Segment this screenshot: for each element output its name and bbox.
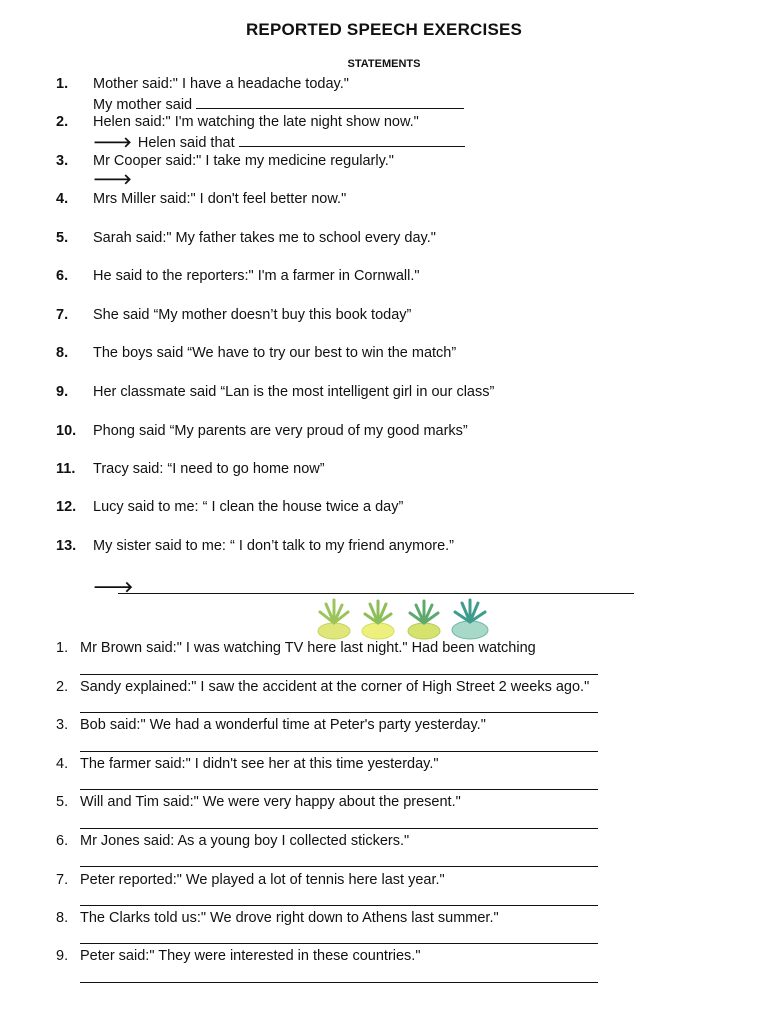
item-number: 1. [56,640,69,656]
item-number: 9. [56,948,69,964]
item-number: 3. [56,153,69,169]
item-text: Peter said:" They were interested in these countries." [80,948,421,964]
item-text: Mother said:" I have a headache today." [93,76,349,92]
item-number: 11. [56,461,76,477]
arrow-right-icon: 🡒 [93,172,132,188]
blank-line[interactable] [239,133,465,147]
item-number: 6. [56,833,69,849]
item-number: 4. [56,756,69,772]
item-text: Mr Cooper said:" I take my medicine regularly." [93,153,394,169]
blank-line[interactable] [80,674,598,675]
item-text: Lucy said to me: “ I clean the house twice a day” [93,499,404,515]
item-text: The boys said “We have to try our best to win the match” [93,345,457,361]
plant-1-icon [318,600,350,639]
item-text: Her classmate said “Lan is the most intelligent girl in our class” [93,384,495,400]
pineapple-plants-icon [312,598,498,640]
blank-line[interactable] [80,789,598,790]
item-text: He said to the reporters:" I'm a farmer in Cornwall." [93,268,420,284]
item-number: 7. [56,872,69,888]
item-text: Tracy said: “I need to go home now” [93,461,325,477]
page-title: REPORTED SPEECH EXERCISES [245,20,523,39]
blank-line[interactable] [196,95,464,109]
item-text: Peter reported:" We played a lot of tennis here last year." [80,872,445,888]
arrow-right-icon: 🡒 [93,579,134,596]
item-text: Will and Tim said:" We were very happy about the present." [80,794,461,810]
blank-line[interactable] [80,828,598,829]
answer-line-3[interactable] [93,171,138,188]
answer-line-1[interactable] [93,95,464,113]
item-text: Mrs Miller said:" I don't feel better now." [93,191,347,207]
blank-line[interactable] [80,866,598,867]
arrow-right-icon: 🡒 [93,135,132,151]
item-number: 10. [56,423,77,439]
answer-line-2[interactable] [93,133,465,151]
item-text: Phong said “My parents are very proud of my good marks” [93,423,468,439]
item-text: She said “My mother doesn’t buy this book today” [93,307,412,323]
item-number: 9. [56,384,69,400]
plant-3-icon [408,601,440,639]
blank-line[interactable] [80,982,598,983]
answer-prefix: Helen said that [137,135,235,151]
item-number: 2. [56,114,69,130]
item-text: Mr Brown said:" I was watching TV here last night." Had been watching [80,640,536,656]
answer-prefix: My mother said [93,97,193,113]
item-number: 5. [56,794,69,810]
item-text: Bob said:" We had a wonderful time at Peter's party yesterday." [80,717,486,733]
blank-line[interactable] [80,751,598,752]
item-number: 6. [56,268,69,284]
item-text: The Clarks told us:" We drove right down to Athens last summer." [80,910,499,926]
plant-2-icon [362,601,394,639]
section-heading-statements: STATEMENTS [347,58,421,70]
item-text: Sandy explained:" I saw the accident at the corner of High Street 2 weeks ago." [80,679,590,695]
item-number: 12. [56,499,77,515]
item-number: 3. [56,717,69,733]
blank-line[interactable] [80,712,598,713]
item-text: My sister said to me: “ I don’t talk to my friend anymore.” [93,538,455,554]
item-text: Mr Jones said: As a young boy I collected stickers." [80,833,410,849]
item-number: 2. [56,679,69,695]
item-text: The farmer said:" I didn't see her at this time yesterday." [80,756,439,772]
item-text: Sarah said:" My father takes me to school every day." [93,230,436,246]
item-number: 13. [56,538,77,554]
blank-line[interactable] [80,943,598,944]
blank-line[interactable] [80,905,598,906]
item-text: Helen said:" I'm watching the late night show now." [93,114,419,130]
blank-line[interactable] [118,593,634,594]
item-number: 8. [56,910,69,926]
item-number: 5. [56,230,69,246]
item-number: 7. [56,307,69,323]
plant-4-icon [452,600,488,639]
item-number: 1. [56,76,69,92]
item-number: 4. [56,191,69,207]
item-number: 8. [56,345,69,361]
